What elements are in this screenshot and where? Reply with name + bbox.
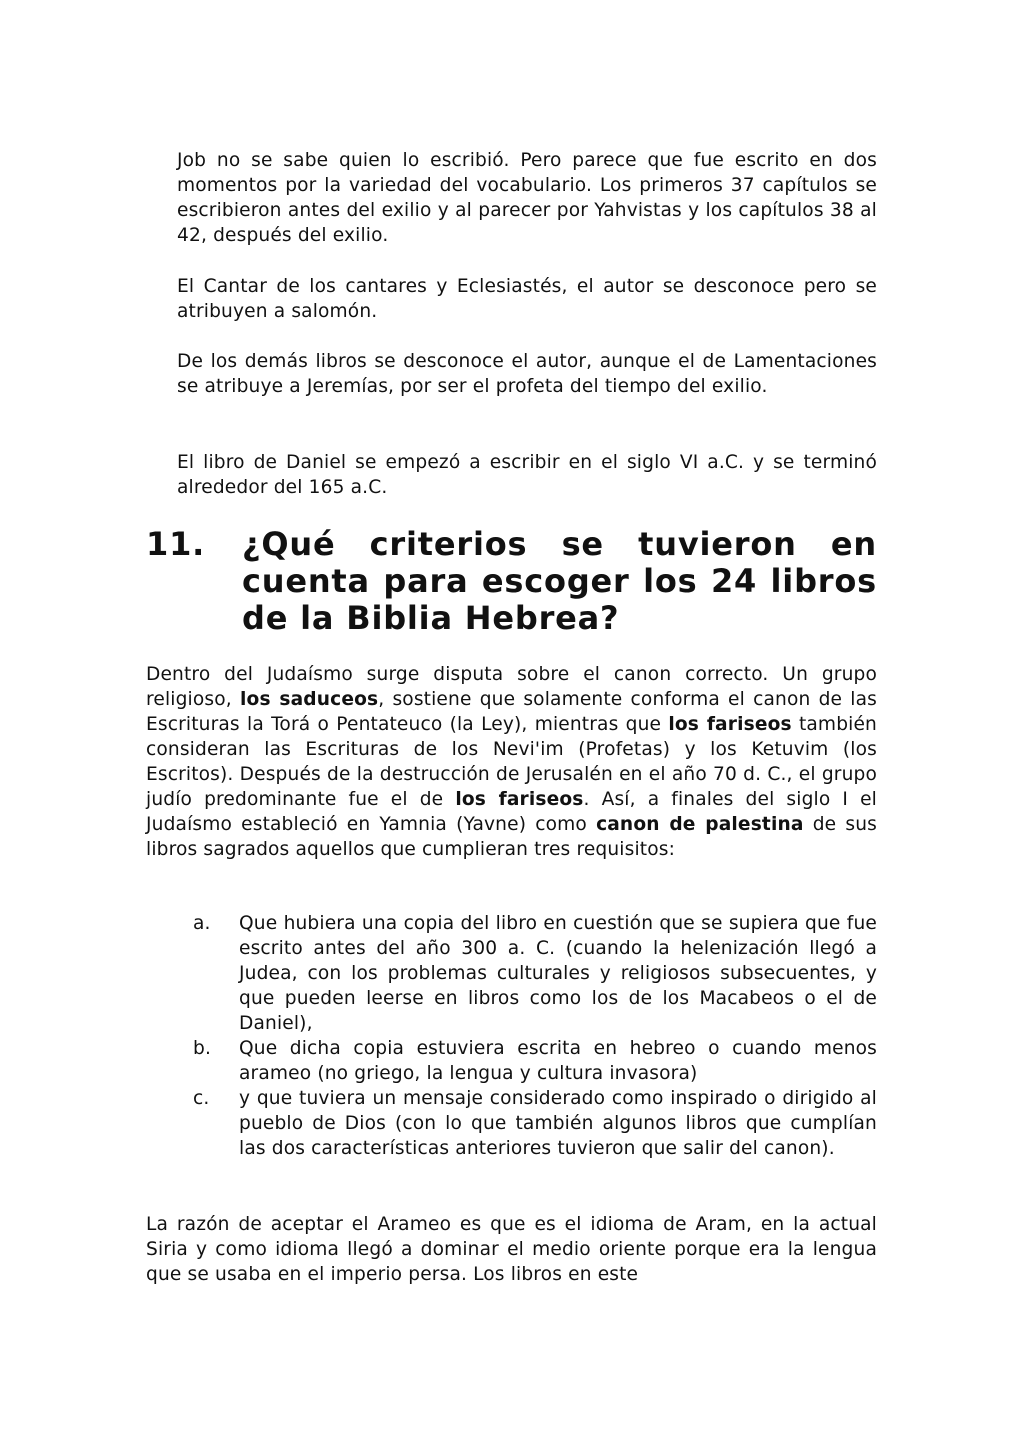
text-run: , sostiene que solamente conforma el canon de las Escrituras la Torá o Pentateuco (la Ley), mientras que: [146, 689, 878, 735]
section-title: ¿Qué criterios se tuvieron en cuenta para escoger los 24 libros de la Biblia Hebrea?: [242, 525, 877, 637]
paragraph-cantar: El Cantar de los cantares y Eclesiastés, el autor se desconoce pero se atribuyen a salomón.: [177, 276, 877, 322]
text-run: también consideran las Escrituras de los Nevi'im (Profetas) y los Ketuvim (los Escritos). Después de la destrucción de Jerusalén en el año 70 d. C., el grupo judío predominante fue el de: [146, 714, 877, 810]
paragraph-arameo: La razón de aceptar el Arameo es que es el idioma de Aram, en la actual Siria y como idioma llegó a dominar el medio oriente porque era la lengua que se usaba en el imperio persa. Los libros en este: [146, 1214, 877, 1285]
bold-fariseos: los fariseos: [455, 789, 584, 810]
bold-saduceos: los saduceos: [240, 689, 379, 710]
text-run: de sus libros sagrados aquellos que cumplieran tres requisitos:: [146, 814, 877, 860]
list-item: [146, 1086, 877, 1161]
list-item-text: Que hubiera una copia del libro en cuestión que se supiera que fue escrito antes del año 300 a. C. (cuando la helenización llegó a Judea, con los problemas culturales y religiosos subsecuentes, y que pueden leerse en libros como los de los Macabeos o el de Daniel),: [239, 913, 877, 1034]
paragraph-canon: [146, 662, 877, 862]
list-item-text: Que dicha copia estuviera escrita en hebreo o cuando menos arameo (no griego, la lengua y cultura invasora): [239, 1038, 877, 1084]
paragraph-job: Job no se sabe quien lo escribió. Pero parece que fue escrito en dos momentos por la variedad del vocabulario. Los primeros 37 capítulos se escribieron antes del exilio y al parecer por Yahvistas y los capítulos 38 al 42, después del exilio.: [177, 150, 877, 246]
list-marker: c.: [193, 1088, 210, 1109]
list-item: [146, 1036, 877, 1086]
text-run: Dentro del Judaísmo surge disputa sobre el canon correcto. Un grupo religioso,: [146, 664, 877, 710]
text-run: . Así, a finales del siglo I el Judaísmo estableció en Yamnia (Yavne) como: [146, 789, 877, 835]
list-item: [146, 911, 877, 1036]
list-item-text: y que tuviera un mensaje considerado como inspirado o dirigido al pueblo de Dios (con lo que también algunos libros que cumplían las dos características anteriores tuvieron que salir del canon).: [239, 1088, 877, 1159]
requisitos-list: [146, 911, 877, 1161]
list-marker: a.: [193, 913, 211, 934]
paragraph-daniel: El libro de Daniel se empezó a escribir en el siglo VI a.C. y se terminó alrededor del 165 a.C.: [177, 452, 877, 498]
bold-canon-palestina: canon de palestina: [596, 814, 804, 835]
bold-fariseos: los fariseos: [668, 714, 792, 735]
paragraph-lamentaciones: De los demás libros se desconoce el autor, aunque el de Lamentaciones se atribuye a Jeremías, por ser el profeta del tiempo del exilio.: [177, 351, 877, 397]
section-number: 11.: [146, 525, 206, 563]
list-marker: b.: [193, 1038, 212, 1059]
